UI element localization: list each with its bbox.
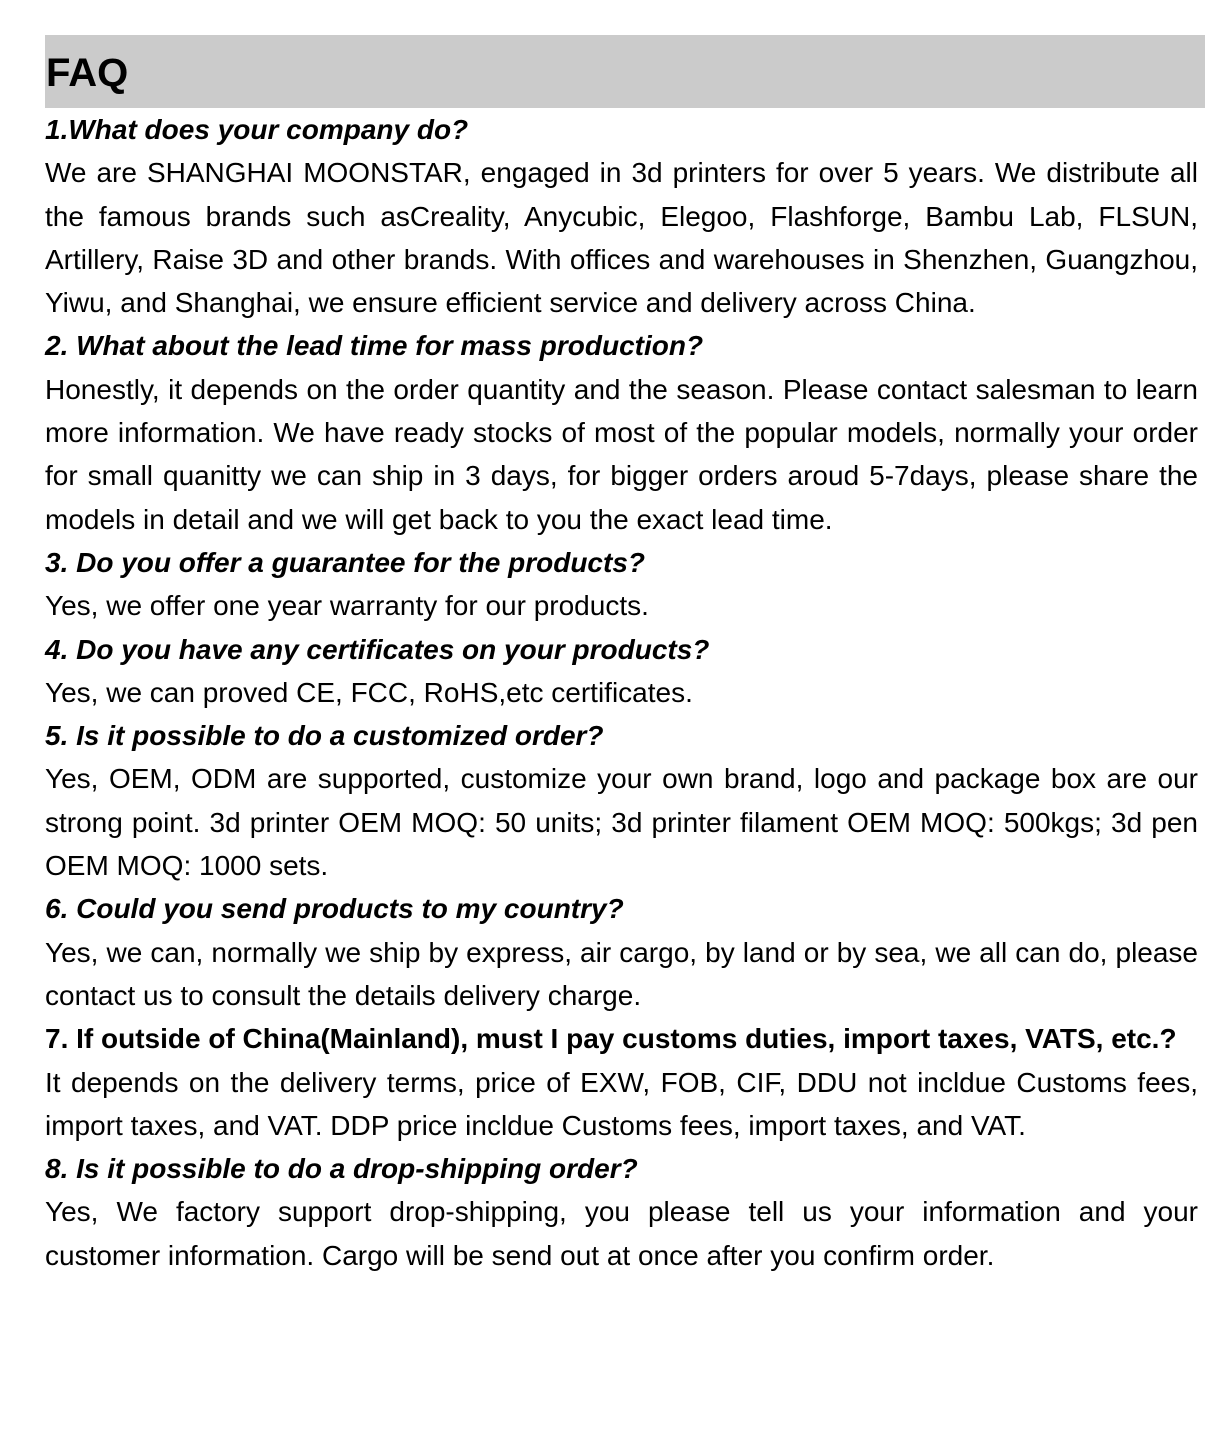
faq-list	[45, 108, 1198, 1277]
faq-title: FAQ	[46, 51, 129, 95]
faq-item	[45, 108, 1198, 324]
faq-item	[45, 887, 1198, 1017]
faq-question: 8. Is it possible to do a drop-shipping order?	[45, 1153, 638, 1185]
faq-item	[45, 714, 1198, 887]
faq-answer: We are SHANGHAI MOONSTAR, engaged in 3d printers for over 5 years. We distribute all the famous brands such asCreality, Anycubic, Elegoo, Flashforge, Bambu Lab, FLSUN, Artillery, Raise 3D and other brands. With offices and warehouses in Shenzhen, Guangzhou, Yiwu, and Shanghai, we ensure efficient service and delivery across China.	[45, 157, 1198, 319]
faq-answer: Yes, we offer one year warranty for our products.	[45, 590, 649, 622]
faq-answer: Yes, OEM, ODM are supported, customize your own brand, logo and package box are our strong point. 3d printer OEM MOQ: 50 units; 3d printer filament OEM MOQ: 500kgs; 3d pen OEM MOQ: 1000 sets.	[45, 763, 1198, 882]
faq-question: 2. What about the lead time for mass production?	[45, 330, 704, 362]
faq-item	[45, 1147, 1198, 1277]
faq-question: 7. If outside of China(Mainland), must I pay customs duties, import taxes, VATS, etc.?	[45, 1023, 1177, 1055]
faq-question: 4. Do you have any certificates on your products?	[45, 633, 710, 665]
faq-answer: It depends on the delivery terms, price of EXW, FOB, CIF, DDU not incldue Customs fees, import taxes, and VAT. DDP price incldue Customs fees, import taxes, and VAT.	[45, 1066, 1198, 1141]
faq-question: 1.What does your company do?	[45, 114, 469, 145]
faq-question: 6. Could you send products to my country?	[45, 893, 624, 925]
faq-header-bar	[45, 35, 1205, 108]
faq-question: 5. Is it possible to do a customized order?	[45, 720, 604, 752]
faq-item	[45, 628, 1198, 715]
faq-answer: Yes, we can, normally we ship by express, air cargo, by land or by sea, we all can do, please contact us to consult the details delivery charge.	[45, 936, 1198, 1011]
faq-answer: Yes, we can proved CE, FCC, RoHS,etc certificates.	[45, 676, 693, 708]
faq-item	[45, 324, 1198, 540]
faq-page	[45, 35, 1205, 1277]
faq-answer: Honestly, it depends on the order quantity and the season. Please contact salesman to learn more information. We have ready stocks of most of the popular models, normally your order for small quanitty we can ship in 3 days, for bigger orders aroud 5-7days, please share the models in detail and we will get back to you the exact lead time.	[45, 373, 1198, 535]
faq-item	[45, 1017, 1198, 1147]
faq-item	[45, 541, 1198, 628]
faq-question: 3. Do you offer a guarantee for the products?	[45, 546, 646, 578]
faq-answer: Yes, We factory support drop-shipping, you please tell us your information and your customer information. Cargo will be send out at once after you confirm order.	[45, 1196, 1198, 1271]
